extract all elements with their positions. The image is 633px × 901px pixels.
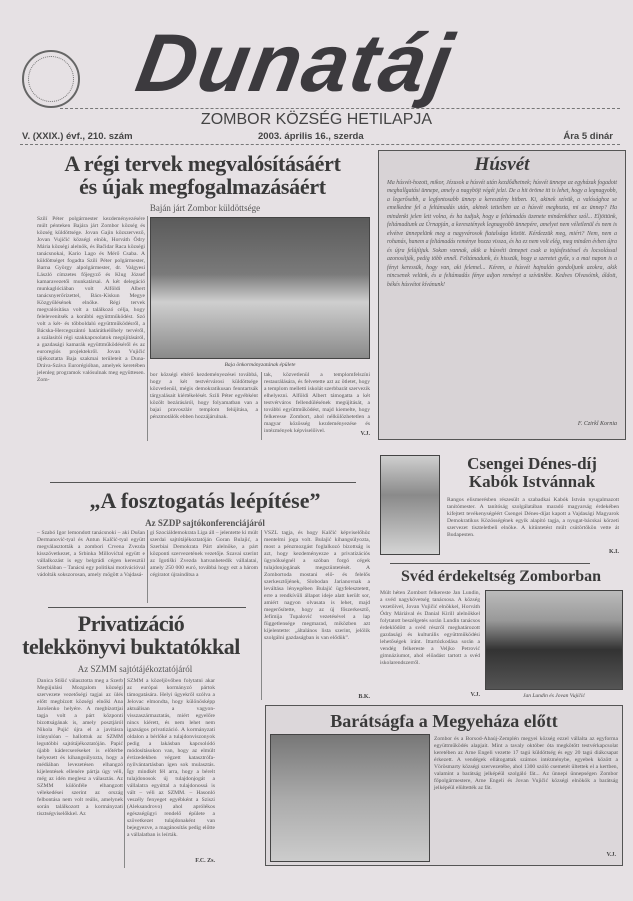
- column-divider: [147, 530, 148, 603]
- privatizacio-headline: Privatizáció telekkönyvi buktatókkal: [22, 611, 240, 660]
- municipal-seal-logo: [22, 50, 80, 108]
- lead-column-2: bor községi eltérő kezdeményezései továbbá, hogy a két testvérvárosi küldöttsége közvetlenül, mégis demokratikusan fenntartsák tárgyalásait kiértékelését. Szili Péter egyébként közölt bezárásáról, hogy folyamatban van a bajai pravoszláv templom felújítása, a pénzmotálók ebben hozzájárulnak.: [150, 372, 258, 420]
- portrait-photo-kabok: [380, 455, 440, 555]
- sved-signature: V.J.: [470, 692, 480, 698]
- csengei-signature: K.I.: [608, 549, 619, 555]
- privatizacio-column-2: SZMM a közeljövőben folytatni akar az európai kormányzó pártok támogatására. Helyi ügyekről szólva a Jelovac elmondta, hogy különösképp aktuálisan a vagyon-visszaszármaztatás, miért egyelőre nincs kiérett, és nem lehet nem igazságos privatizáció. A kormányzati oldalon a bérlőké a tulajdonviszonyok pedig a lakásban kapcsolódó módosításokon van, hogy az elmúlt évtizedekben végzett katasztrófa-nyilvántartásban igen sok mulasztás. Így mindkét fél arra, hogy a bérelt tulajdonosok új tulajdonjogát a vállalatra egyúttal a tulajdonossá is vált – véli az SZMM. – Hasonló veszély fenyeget egyébként a Sziszi (Aleksandrovo) ahol aprólékos egészségügyi rendelő épülete a szövetkezet tulajdonaként van bejegyezve, a magánosítás pedig előtte a vállalatban is leírták.: [127, 678, 215, 838]
- newspaper-logo: Dunatáj: [130, 18, 461, 109]
- column-divider: [261, 372, 262, 440]
- divider: [48, 607, 246, 608]
- lead-column-3: tak, közvetlenül a templomfelszíni restaurálására, és felvetette azt az ötletet, hogy a templom melletti iskolát szerbbarát szervezik elhelyezni. Alföldi Albert támogatta a két testvérváros fellendülésének megújítását, a további együttműködést, majd kiemelte, hogy felkeresse Zombort, ahol nélkülözhetetlen a magyar közösség kezdeményezése és intézmények képviselőivel.: [264, 372, 370, 434]
- lead-signature: V.J.: [360, 431, 370, 437]
- fosztogatas-column-2: gi Szociáldemokrata Liga áll – jelentette ki múlt szerdai sajtótájékoztatóján Goran Bulajić, a Szerbiai Demokrata Párt alelnöke, a párt központi szervezetének vezetője. Szavai szerint az Igotiški Zvezda hatvanhetedik vállalatai, amely 250 000 euró, továbbá hogy ezt a három cégiratot újraindítsa a: [150, 530, 258, 578]
- fosztogatas-headline: „A fosztogatás leépítése”: [89, 488, 321, 513]
- divider: [20, 144, 620, 145]
- sved-photo: [485, 590, 623, 690]
- csengei-headline: Csengei Dénes-díj Kabók Istvánnak: [467, 454, 597, 491]
- fosztogatas-subtitle: Az SZDP sajtókonferenciájáról: [145, 518, 265, 528]
- baratsagfa-headline: Barátságfa a Megyeháza előtt: [330, 711, 558, 731]
- divider: [390, 563, 590, 564]
- privatizacio-column-1: Danica Stišić választotta meg a Szerb Megújulási Mozgalom községi szervezete vezetőségi tagjai az ülés előtt megbízott községi elnöki Ana Jarošenko helyére. A megbízottjai tagja volt a párt központi bizottságának is, amely posztjáról Nikola Pujić újra el a javításra irányulóan – hallottuk az SZMM legutóbbi sajtótájékoztatóján. Papić újabb kádercseréseket is előtérbe helyezett és kihangsúlyozta, hogy a médiában levezetésen elhangzó kijelentések ellenére pártja úgy véli, még az idén meglesz a választás. Az SZMM különféle elhangzott vélekedései szerint az ország felbontása nem volt reális, amelynek során találkozott a kormányzati tisztségviselőkkel. Az: [37, 678, 123, 817]
- easter-signature: F. Czirkl Kornia: [577, 420, 617, 427]
- column-divider: [124, 678, 125, 868]
- column-divider: [147, 216, 148, 441]
- lead-subtitle: Baján járt Zombor küldöttsége: [149, 203, 261, 213]
- fosztogatas-column-1: – Szabó Igor lemondott tanácsnoki – aki Dušan Dermanović-tyal és Antun Kalčić-tyal együtt megválasztották a zombori Crvena Zvezda kisszövetkezet, a Srbinka Millovićtal együtt e vállalkozást is egy belgrádi cégen keresztül Szerbiában – Tanácsi egy politikai motivációval vádolták sokszorosan, amely mögött a Vajdasá-: [37, 530, 145, 578]
- csengei-body: Rangos elismerésben részesült a szabadkai Kabók István nyugalmazott tanítómester. A tanítóság szolgálatában maradó magyarság érdekében kifejtett tevékenységéért Csengei Dénes-díjat kapott a Vajdasági Magyarok Demokratikus Közösségének egyik alapító tagja, a nyugat-bácskai körzeti szervezet tiszteletbeli elnöke. A kitüntetést múlt csütörtökön vette át Budapesten.: [447, 497, 619, 538]
- baratsagfa-body: Zombor és a Borsod-Abaúj-Zemplén megyei község ezzel vállalta az egyforma együttműködés alapjait. Mint a tavaly október óta megkötött testvérkapcsolat keretében az Arne Engeli vezette 17 tagú küldöttség és egy 20 tagú diákcsapat érkezett. A vendégek ellátogattak számos intézménybe, egyebek között a Vörösmarty községi szervezetébe, ahol 1300 szóló csemetét ültettek el a kertben, valamint a barátság jelképéül szolgáló fát... Az ünnepi ünnepségen Zombor főpolgármestere, Arne Engeli és Jovan Vujičić községi elnökök a barátság jelképéül elültették az fát.: [434, 736, 618, 791]
- baratsagfa-signature: V.J.: [606, 852, 616, 858]
- baratsagfa-photo: [270, 734, 430, 862]
- lead-column-1: Szilí Péter polgármester kezdeményezésére múlt pénteken Bajára járt Zombor község és község küldöttsége. Jovan Gajin közszervező, Jovan Vujičić községi elnök, Horváth Ódry Mária községi alelnök, és Bačidar Raca községi tanácsnokai, Kario Lago és Mérő Csaba. A küldöttséget fogadta Szili Péter polgármester, Barna György alpolgármester, dr. Valgyesi László címzetes főjegyző és Klug József kamaravezetői munkatársai. A két delegáció munkaglóciában volt Alföldi Albert tanácsnyerőrizettel, Bács-Kiskun Megye Közgyűlésének elnöke. Régi tervek megvalósítása volt a találkozó célja, hogy felelevenítsék a korábbi együttműködést. Szó volt a két- és többoldalú együttműködésről, a Bácska-Hercegszántó határátkelőhely tervéről, a szálasítói régi szakkapcsolatok megújításáról, a gazdasági kamarák együttműködéséről és az euroregiós projektekről. Jovan Vujičić tájékoztatta Baja szakmai területeit a Duna-Dráva-Száva Eurorégióban, amelyek keretében jelenleg programok valósulnak meg együttesen. Zom-: [37, 216, 145, 383]
- privatizacio-signature: F.C. Zs.: [195, 858, 215, 864]
- sved-body: Múlt héten Zombort felkereste Jan Lundin, a svéd nagykövetség tanácsosa. A község vezetőivel, Jovan Vujičić elnökkel, Horváth Ódry Máriával és Danial Kirill alelnökkel folytatott beszélgetés során Lundin tanácsos érdeklődött a svéd részről meghatározott gazdasági és kulturális együttműködési lehetőségek iránt. Ittartózkodása során a vendég felkereste a Veljko Petrović gimnáziumot, ahol előadást tartott a svéd iskolarendszerről.: [380, 590, 480, 666]
- easter-body: Ma húsvét-hozott, mikor, Jézusok a húsvét után kezdődhetnek; húsvét ünnepe az egyházak fogadott meghallgatási ünnepe, amely a nagyböjt végét jelzi. De a hit öröme itt is lehet, hogy a legnagyobb, a legerősebb, a legfontosabb ünnep a keresztény hitben. Ki, akinek szívük, a valósághoz se emelkedne fel a feltámadás után, akinek tetteiben az a húsvét meghozta, mi az ünnep? Ha mindenki jelen lett volna, és ha tudjuk, hogy a feltámadás üzenete mindenkihez szól... Eljöttünk, feltámadtunk az Úrnapján, a keresztények legnagyobb ünnepére, amelyet nem véletlenül és nem is elvétve ünnepelünk meg a nagyvárosok fiatalsága között. Kérdezzük meg, miért? Nem, nem a rohanás, hanem a feltámadás reménye hozza vissza, és ha ez nem volt elég, meg minden évben újra és újra felújítjuk. Sokan vannak, akik a húsvéti ünnepet csak a tojásfestéssel és locsolással azonosítják, pedig több ennél. Feltámadunk, és hisszük, hogy a szeretet győz, s a mai napon is a fényt keressük, hogy van, aki felemel... Kérem, a húsvét hajnalán gondoljunk azokra, akik nincsenek velünk, és a feltámadás fénye adjon reményt a szívünkbe. Kedves Olvasóink, áldott, békés húsvétot kívánunk!: [387, 179, 617, 288]
- issue-number: V. (XXIX.) évf., 210. szám: [22, 131, 133, 142]
- lead-headline: A régi tervek megvalósításáért és újak megfogalmazásáért: [64, 151, 341, 200]
- divider: [50, 482, 356, 483]
- divider: [60, 108, 620, 109]
- lead-photo-town-hall: [150, 217, 370, 359]
- lead-photo-caption: Baja önkormányzatának épülete: [224, 362, 296, 368]
- easter-box: [378, 150, 626, 440]
- sved-photo-caption: Jan Lundin és Jovan Vujičić: [523, 693, 585, 699]
- sved-headline: Svéd érdekeltség Zomborban: [401, 568, 601, 585]
- privatizacio-subtitle: Az SZMM sajtótájékoztatójáról: [77, 664, 193, 674]
- newspaper-subtitle: ZOMBOR KÖZSÉG HETILAPJA: [200, 111, 433, 128]
- baratsagfa-box: [265, 705, 623, 866]
- issue-date: 2003. április 16., szerda: [258, 131, 364, 142]
- easter-headline: Húsvét: [474, 154, 530, 175]
- issue-price: Ára 5 dinár: [563, 131, 613, 142]
- fosztogatas-column-3: VSZL tagja, és hogy Kalčić képviselőhöz mentelmi joga volt. Bulajić kihangsúlyozta, most a pénzmozgást foglalkozó bizottság is azt, hogy kezdeményezze a privatizációs ügynökségnél a szóban forgó cégek tulajdonjogának megszüntetését. A Zombortoda mostani elő- és felelős szerkesztőjének, Slobodan Jarianovnak a leváltása lényegében Bulajić ügyfelesztetett, erre a rendkívüli állapot ideje alatt került sor, amiért nagyon olvasata is lehet, majd megerősítette, hogy az új főszerkesztő, Jefimija Tupalović vezetésével a lap függetlensége megmarad, miközben azt kijelentette: „általános lista szerint, jelölik szolgálni gazdaságban is van elődük”.: [264, 530, 370, 641]
- fosztogatas-signature: B.K.: [358, 694, 370, 700]
